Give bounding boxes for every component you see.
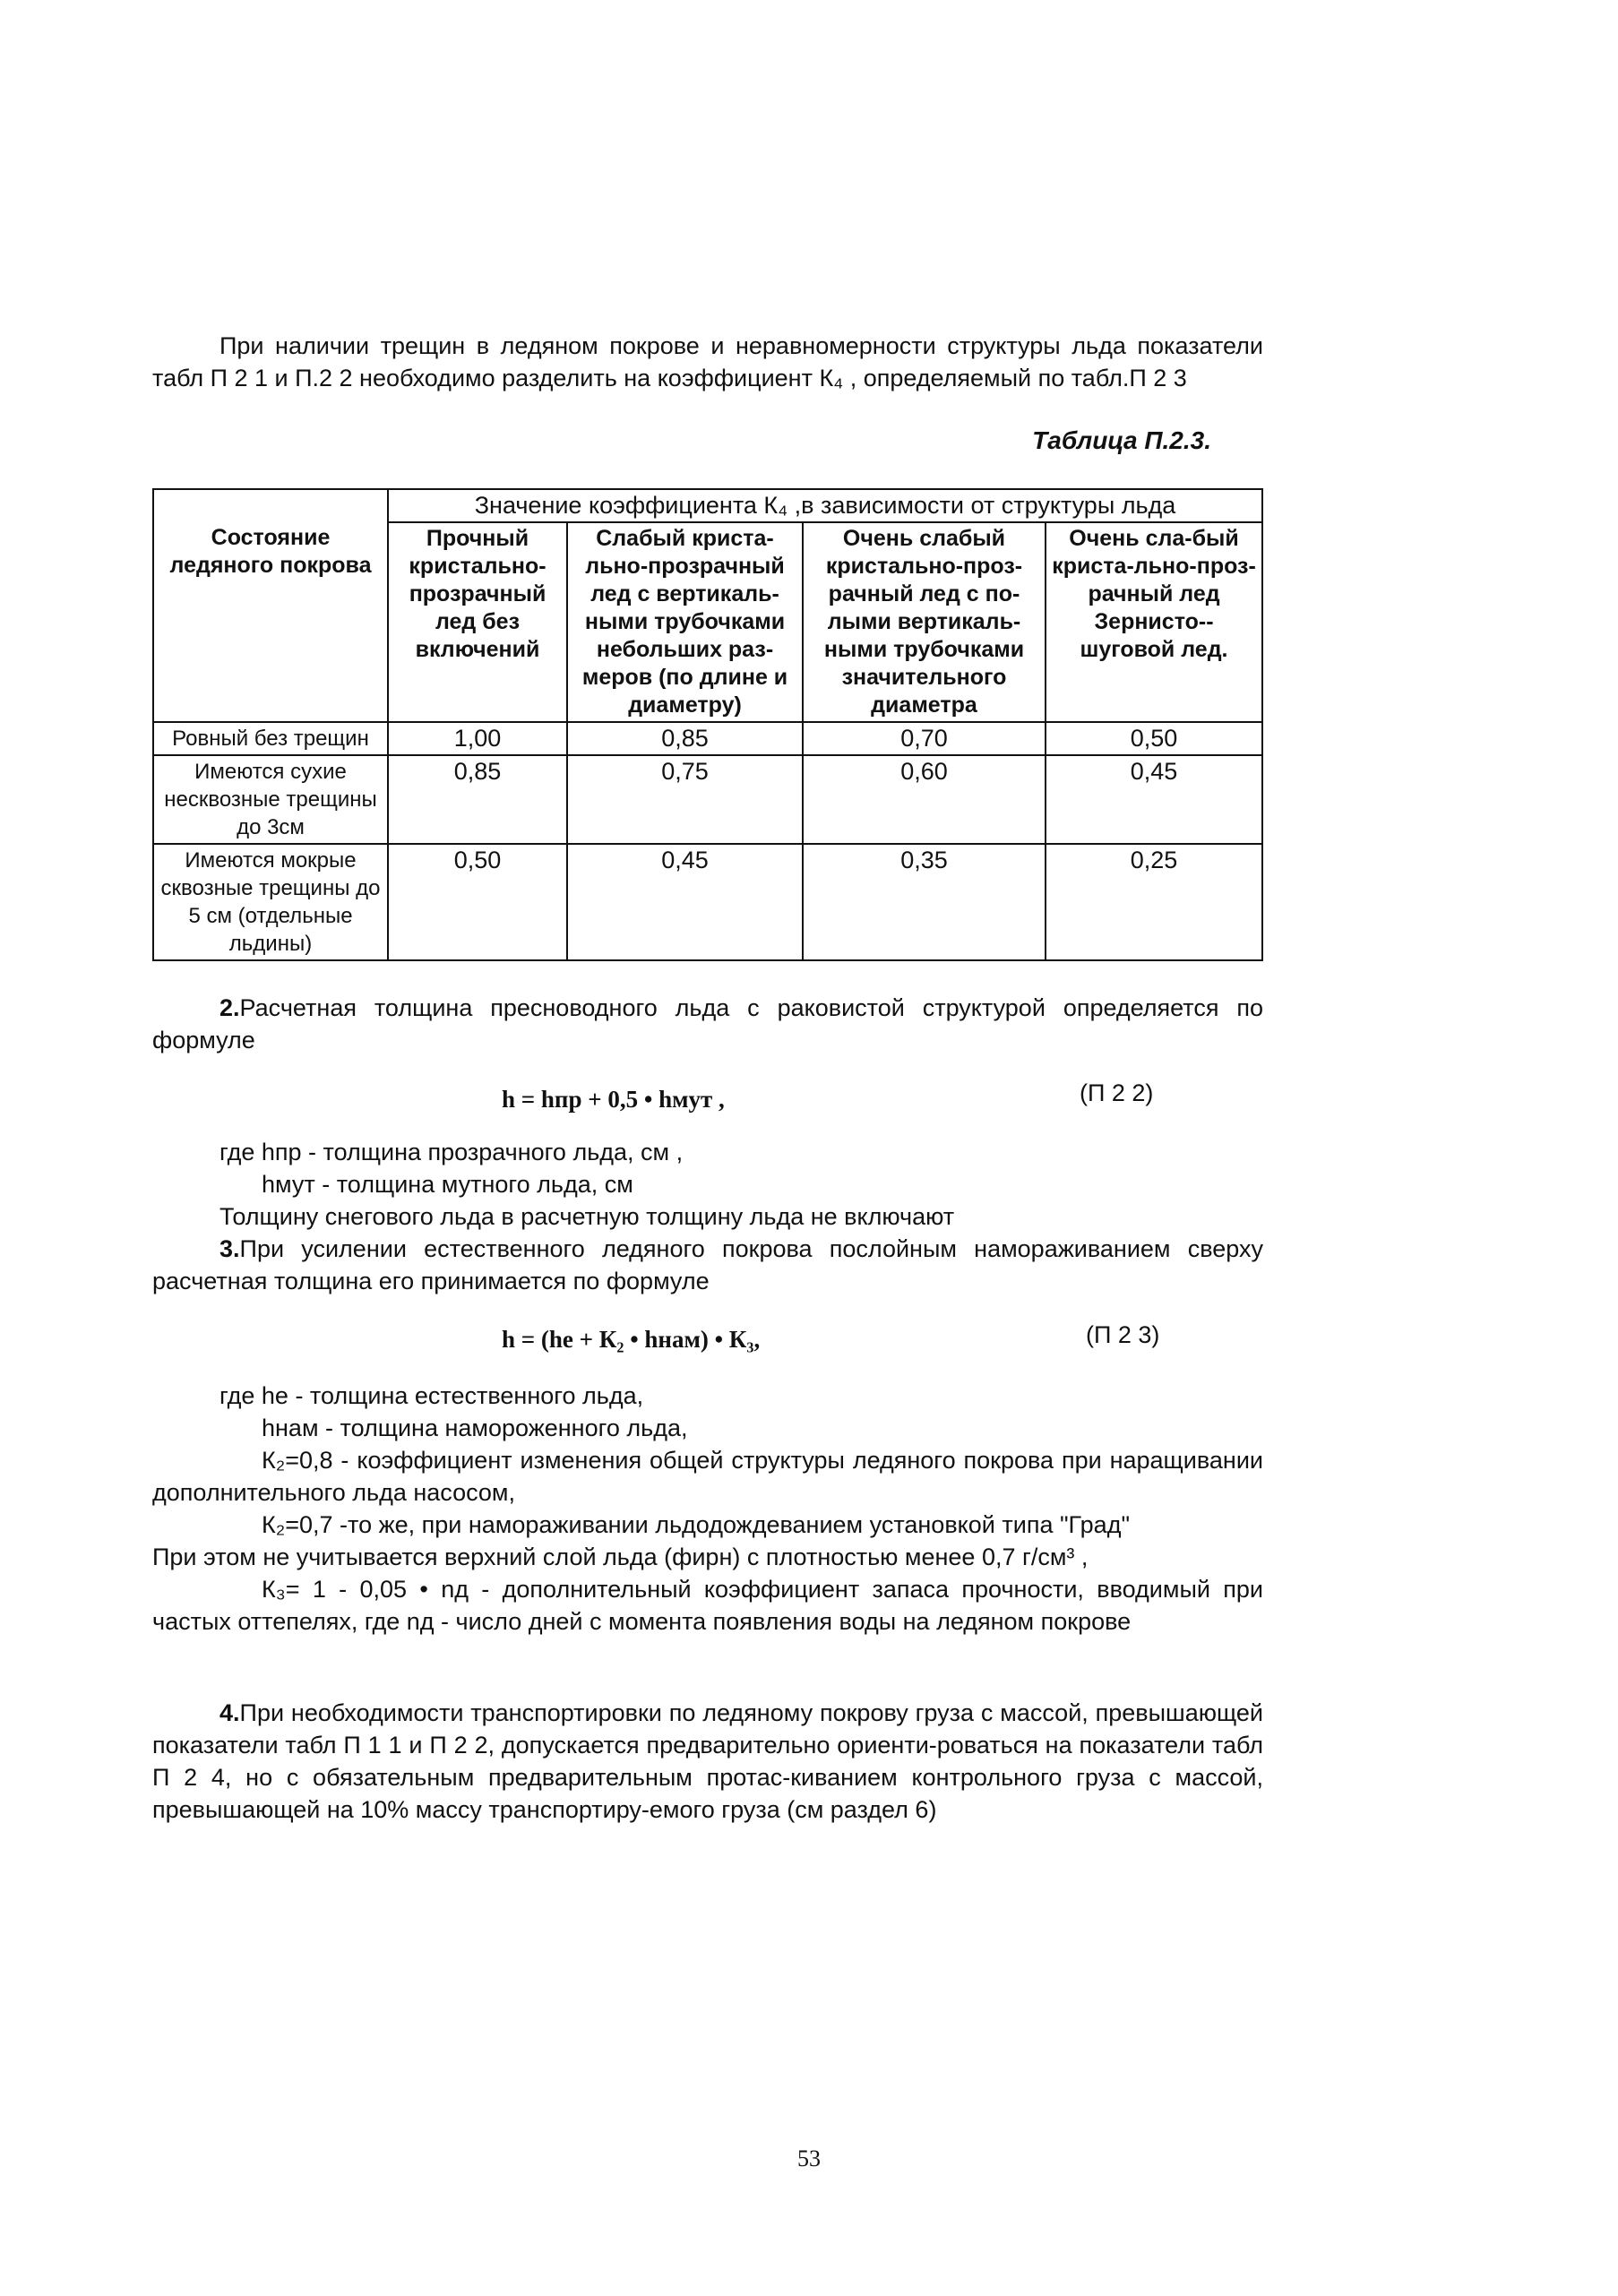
row-state-label: Ровный без трещин	[153, 722, 388, 755]
table-cell: 0,70	[803, 722, 1046, 755]
table-cell: 0,75	[567, 755, 803, 844]
formula-p22: h = hпр + 0,5 • hмут ,	[502, 1086, 725, 1113]
table-row	[153, 722, 1262, 755]
table-cell: 0,35	[803, 844, 1046, 960]
section-2-paragraph	[152, 992, 1263, 1056]
intro-paragraph: При наличии трещин в ледяном покрове и неравномерности структуры льда показатели табл П 2 1 и П.2 2 необходимо разделить на коэффициент К₄ , определяемый по табл.П 2 3	[152, 332, 1263, 391]
table-corner-cell	[153, 489, 388, 522]
table-cell: 0,25	[1046, 844, 1262, 960]
table-cell: 0,45	[1046, 755, 1262, 844]
table-cell: 0,50	[1046, 722, 1262, 755]
k2-sprinkling-paragraph: К₂=0,7 -то же, при намораживании льдодождеванием установкой типа "Град"	[262, 1511, 1131, 1538]
section-4-text: При необходимости транспортировки по ледяному покрову груза с массой, превышающей показатели табл П 1 1 и П 2 2, допускается предварительно ориенти-роваться на показатели табл П 2 4, но с обязательным предварительным протас-киванием контрольного груза с массой, превышающей на 10% массу транспортиру-емого груза (см раздел 6)	[152, 1699, 1263, 1823]
where-h-natural: где hе - толщина естественного льда,	[219, 1382, 644, 1409]
formula-number-p23: (П 2 3)	[1086, 1321, 1160, 1348]
table-cell: 0,50	[388, 844, 567, 960]
k2-pump-paragraph: К₂=0,8 - коэффициент изменения общей структуры ледяного покрова при наращивании дополнительного льда насосом,	[152, 1447, 1263, 1506]
table-header-state: Состояние ледяного покрова	[153, 522, 388, 722]
table-row	[153, 844, 1262, 960]
table-cell: 0,85	[388, 755, 567, 844]
section-4-paragraph	[152, 1697, 1263, 1826]
table-row	[153, 755, 1262, 844]
table-header-col-1: Прочный кристально-прозрачный лед без включений	[388, 522, 567, 722]
table-cell: 0,60	[803, 755, 1046, 844]
page-number: 53	[797, 2146, 821, 2171]
firn-note: При этом не учитывается верхний слой льда (фирн) с плотностью менее 0,7 г/см³ ,	[152, 1544, 1089, 1570]
table-header-col-4: Очень сла-бый криста-льно-проз-рачный лед Зернисто--шуговой лед.	[1046, 522, 1262, 722]
snow-ice-note: Толщину снегового льда в расчетную толщину льда не включают	[219, 1203, 955, 1230]
table-header-col-2: Слабый криста-льно-прозрачный лед с вертикаль-ными трубочками небольших раз-меров (по длине и диаметру)	[567, 522, 803, 722]
row-state-label: Имеются мокрые сквозные трещины до 5 см (отдельные льдины)	[153, 844, 388, 960]
section-2-number: 2.	[219, 994, 240, 1021]
table-group-header: Значение коэффициента К₄ ,в зависимости от структуры льда	[388, 489, 1262, 522]
where-h-frozen: hнам - толщина намороженного льда,	[262, 1415, 688, 1441]
where-h-clear: где hпр - толщина прозрачного льда, см ,	[219, 1139, 684, 1165]
table-cell: 0,45	[567, 844, 803, 960]
table-cell: 0,85	[567, 722, 803, 755]
where-h-cloudy: hмут - толщина мутного льда, см	[262, 1171, 633, 1198]
section-2-text: Расчетная толщина пресноводного льда с раковистой структурой определяется по формуле	[152, 994, 1263, 1053]
table-header-col-3: Очень слабый кристально-проз-рачный лед с по-лыми вертикаль-ными трубочками значительного диаметра	[803, 522, 1046, 722]
formula-p23: h = (hе + К₂ • hнам) • К₃,	[502, 1326, 761, 1353]
table-cell: 1,00	[388, 722, 567, 755]
k3-paragraph: К₃= 1 - 0,05 • nд - дополнительный коэффициент запаса прочности, вводимый при частых оттепелях, где nд - число дней с момента появления воды на ледяном покрове	[152, 1576, 1263, 1635]
section-3-number: 3.	[219, 1235, 240, 1262]
row-state-label: Имеются сухие несквозные трещины до 3см	[153, 755, 388, 844]
section-3-text: При усилении естественного ледяного покрова послойным намораживанием сверху расчетная толщина его принимается по формуле	[152, 1235, 1263, 1294]
section-4-number: 4.	[219, 1699, 240, 1726]
section-3-paragraph	[152, 1233, 1263, 1297]
formula-number-p22: (П 2 2)	[1080, 1079, 1154, 1106]
ice-coefficient-table	[152, 488, 1263, 961]
table-caption: Таблица П.2.3.	[1032, 426, 1211, 454]
